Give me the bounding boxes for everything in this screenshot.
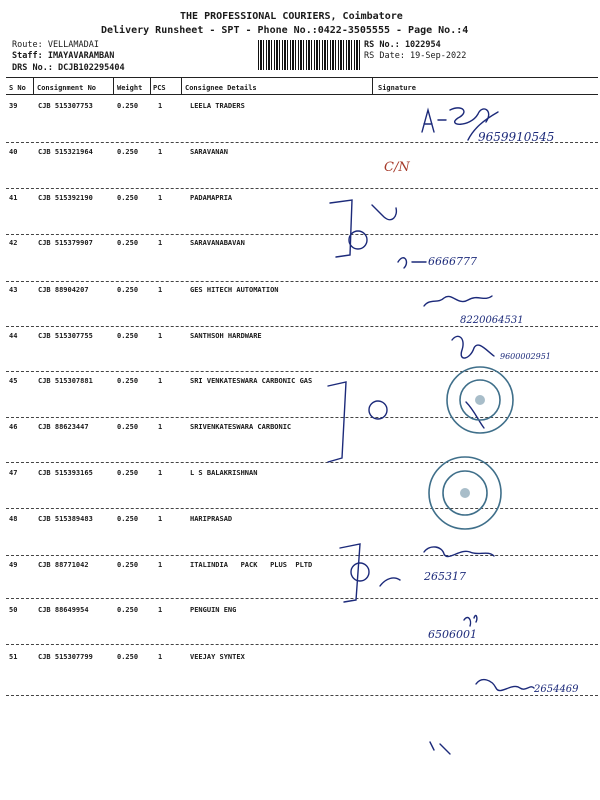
row-consignee: PENGUIN ENG <box>190 606 237 614</box>
row-consignee: HARIPRASAD <box>190 515 233 523</box>
row-sno: 47 <box>9 469 18 477</box>
row-consignment: CJB 515307753 <box>38 102 93 110</box>
rs-date: RS Date: 19-Sep-2022 <box>364 51 467 61</box>
row-weight: 0.250 <box>117 194 139 202</box>
handwritten-number: 2654469 <box>534 684 579 695</box>
row-consignee: SRIVENKATESWARA CARBONIC <box>190 423 292 431</box>
col-sno: S No <box>9 84 26 92</box>
row-sno: 44 <box>9 332 18 340</box>
row-weight: 0.250 <box>117 423 139 431</box>
signature <box>424 296 492 306</box>
row-consignment: CJB 515392190 <box>38 194 93 202</box>
rs-number: RS No.: 1022954 <box>364 40 441 50</box>
handwritten-number: 6506001 <box>428 628 477 641</box>
row-consignment: CJB 515307799 <box>38 653 93 661</box>
col-weight: Weight <box>117 84 143 92</box>
row-sno: 39 <box>9 102 18 110</box>
row-pcs: 1 <box>158 561 163 569</box>
row-weight: 0.250 <box>117 606 139 614</box>
handwritten-number: 9600002951 <box>500 352 551 361</box>
signature <box>430 742 450 754</box>
row-sno: 41 <box>9 194 18 202</box>
row-weight: 0.250 <box>117 653 139 661</box>
circle-mark <box>351 563 369 581</box>
row-pcs: 1 <box>158 653 163 661</box>
row-pcs: 1 <box>158 239 163 247</box>
signature <box>466 402 484 428</box>
row-sno: 45 <box>9 377 18 385</box>
row-consignment: CJB 515389483 <box>38 515 93 523</box>
row-consignee: SARAVANABAVAN <box>190 239 245 247</box>
report-title: THE PROFESSIONAL COURIERS, Coimbatore <box>180 11 403 22</box>
row-consignee: ITALINDIA PACK PLUS PLTD <box>190 561 313 569</box>
row-weight: 0.250 <box>117 515 139 523</box>
row-sno: 40 <box>9 148 18 156</box>
row-pcs: 1 <box>158 423 163 431</box>
signature <box>476 680 534 691</box>
circle-mark <box>369 401 387 419</box>
signature <box>422 108 489 132</box>
row-pcs: 1 <box>158 102 163 110</box>
row-pcs: 1 <box>158 515 163 523</box>
stamp <box>475 395 485 405</box>
row-consignment: CJB 515307881 <box>38 377 93 385</box>
row-weight: 0.250 <box>117 377 139 385</box>
row-pcs: 1 <box>158 332 163 340</box>
row-consignee: LEELA TRADERS <box>190 102 245 110</box>
signature <box>464 615 477 626</box>
row-sno: 43 <box>9 286 18 294</box>
signature <box>380 578 400 586</box>
handwritten-number: 6666777 <box>428 255 477 268</box>
row-pcs: 1 <box>158 194 163 202</box>
row-consignee: L S BALAKRISHNAN <box>190 469 258 477</box>
row-sno: 46 <box>9 423 18 431</box>
row-consignee: VEEJAY SYNTEX <box>190 653 245 661</box>
row-consignment: CJB 515393165 <box>38 469 93 477</box>
row-sno: 42 <box>9 239 18 247</box>
row-sno: 48 <box>9 515 18 523</box>
row-consignee: SRI VENKATESWARA CARBONIC GAS <box>190 377 313 385</box>
col-consignment: Consignment No <box>37 84 97 92</box>
row-sno: 51 <box>9 653 18 661</box>
route-label: Route: VELLAMADAI <box>12 40 99 50</box>
row-consignee: PADAMAPRIA <box>190 194 233 202</box>
row-consignment: CJB 515307755 <box>38 332 93 340</box>
bracket-mark <box>372 205 396 220</box>
row-consignment: CJB 515379907 <box>38 239 93 247</box>
row-consignment: CJB 88904207 <box>38 286 89 294</box>
col-pcs: PCS <box>153 84 166 92</box>
row-pcs: 1 <box>158 286 163 294</box>
handwritten-number: 9659910545 <box>478 130 555 144</box>
bracket-mark <box>340 544 360 602</box>
row-weight: 0.250 <box>117 239 139 247</box>
signature <box>424 547 494 557</box>
row-pcs: 1 <box>158 148 163 156</box>
signature <box>452 336 494 358</box>
row-weight: 0.250 <box>117 148 139 156</box>
bracket-mark <box>328 382 346 462</box>
report-subtitle: Delivery Runsheet - SPT - Phone No.:0422-3505555 - Page No.:4 <box>101 25 469 36</box>
drs-number: DRS No.: DCJB102295404 <box>12 63 125 73</box>
row-consignment: CJB 88771042 <box>38 561 89 569</box>
handwritten-number: 265317 <box>424 570 466 583</box>
row-consignment: CJB 88649954 <box>38 606 89 614</box>
row-weight: 0.250 <box>117 469 139 477</box>
bracket-mark <box>330 200 352 257</box>
row-sno: 49 <box>9 561 18 569</box>
row-consignee: SANTHSOH HARDWARE <box>190 332 262 340</box>
row-pcs: 1 <box>158 469 163 477</box>
col-consignee: Consignee Details <box>185 84 257 92</box>
row-consignee: SARAVANAN <box>190 148 228 156</box>
row-weight: 0.250 <box>117 332 139 340</box>
stamp <box>460 488 470 498</box>
staff-label: Staff: IMAYAVARAMBAN <box>12 51 115 61</box>
row-weight: 0.250 <box>117 286 139 294</box>
handwritten-note: C/N <box>384 160 410 175</box>
col-signature: Signature <box>378 84 416 92</box>
row-sno: 50 <box>9 606 18 614</box>
row-weight: 0.250 <box>117 561 139 569</box>
signature <box>468 112 498 140</box>
row-consignment: CJB 515321964 <box>38 148 93 156</box>
row-consignee: GES HITECH AUTOMATION <box>190 286 279 294</box>
row-pcs: 1 <box>158 377 163 385</box>
handwritten-number: 8220064531 <box>460 315 524 326</box>
circle-mark <box>349 231 367 249</box>
row-pcs: 1 <box>158 606 163 614</box>
row-weight: 0.250 <box>117 102 139 110</box>
row-consignment: CJB 88623447 <box>38 423 89 431</box>
signature <box>398 258 426 268</box>
